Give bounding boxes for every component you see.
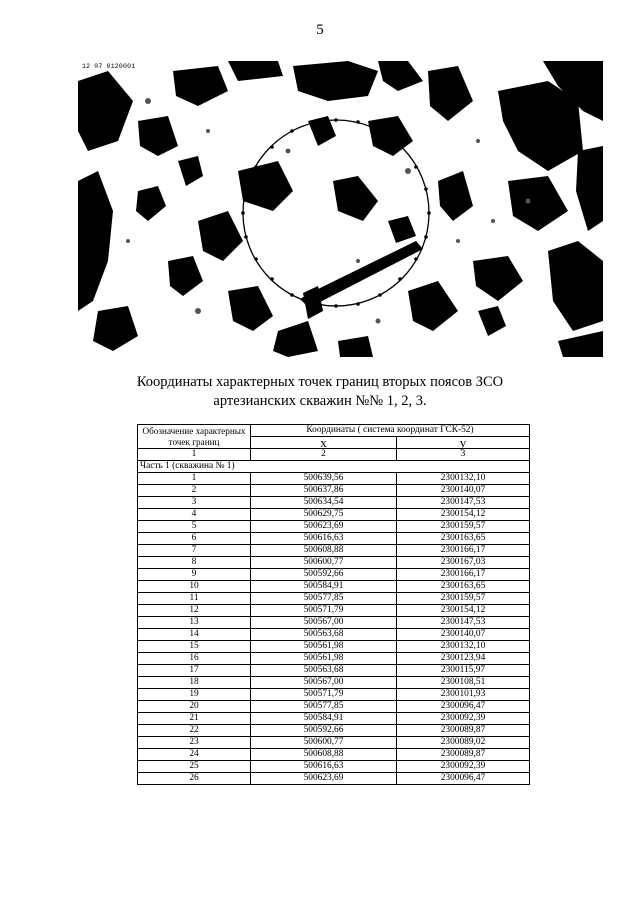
x-coordinate-cell: 500561,98 <box>251 641 397 653</box>
y-coordinate-cell: 2300140,07 <box>397 629 530 641</box>
point-number-cell: 7 <box>138 545 251 557</box>
y-coordinate-cell: 2300132,10 <box>397 473 530 485</box>
table-row <box>138 545 530 557</box>
y-coordinate-cell: 2300089,87 <box>397 725 530 737</box>
x-coordinate-cell: 500571,79 <box>251 605 397 617</box>
y-coordinate-cell: 2300108,51 <box>397 677 530 689</box>
point-number-cell: 4 <box>138 509 251 521</box>
point-number-cell: 17 <box>138 665 251 677</box>
x-coordinate-cell: 500567,00 <box>251 677 397 689</box>
point-number-cell: 10 <box>138 581 251 593</box>
x-coordinate-cell: 500616,63 <box>251 761 397 773</box>
table-row <box>138 737 530 749</box>
title-line-2: артезианских скважин №№ 1, 2, 3. <box>213 393 427 409</box>
y-coordinate-cell: 2300166,17 <box>397 569 530 581</box>
x-coordinate-cell: 500577,85 <box>251 593 397 605</box>
table-row <box>138 761 530 773</box>
point-number-cell: 12 <box>138 605 251 617</box>
x-coordinate-cell: 500608,88 <box>251 545 397 557</box>
coordinates-table <box>137 424 530 785</box>
x-coordinate-cell: 500584,91 <box>251 713 397 725</box>
table-row <box>138 629 530 641</box>
table-title <box>0 373 640 411</box>
col-num-2: 2 <box>251 449 397 461</box>
point-number-cell: 14 <box>138 629 251 641</box>
table-row <box>138 689 530 701</box>
y-coordinate-cell: 2300140,07 <box>397 485 530 497</box>
page-number: 5 <box>316 22 324 38</box>
point-number-cell: 3 <box>138 497 251 509</box>
point-number-cell: 23 <box>138 737 251 749</box>
table-row <box>138 641 530 653</box>
table-row <box>138 581 530 593</box>
point-number-cell: 22 <box>138 725 251 737</box>
y-coordinate-cell: 2300159,57 <box>397 593 530 605</box>
y-coordinate-cell: 2300163,65 <box>397 533 530 545</box>
y-coordinate-cell: 2300089,87 <box>397 749 530 761</box>
y-coordinate-cell: 2300163,65 <box>397 581 530 593</box>
table-row <box>138 473 530 485</box>
title-line-1: Координаты характерных точек границ вторых поясов ЗСО <box>136 374 504 390</box>
point-number-cell: 16 <box>138 653 251 665</box>
y-coordinate-cell: 2300132,10 <box>397 641 530 653</box>
table-row <box>138 497 530 509</box>
y-header: y <box>397 437 530 449</box>
table-row <box>138 485 530 497</box>
y-coordinate-cell: 2300092,39 <box>397 713 530 725</box>
x-coordinate-cell: 500561,98 <box>251 653 397 665</box>
table-row <box>138 773 530 785</box>
x-header: x <box>251 437 397 449</box>
table-row <box>138 701 530 713</box>
point-number-cell: 20 <box>138 701 251 713</box>
y-coordinate-cell: 2300154,12 <box>397 509 530 521</box>
x-coordinate-cell: 500616,63 <box>251 533 397 545</box>
x-coordinate-cell: 500592,66 <box>251 569 397 581</box>
x-coordinate-cell: 500637,86 <box>251 485 397 497</box>
table-row <box>138 533 530 545</box>
table-row <box>138 557 530 569</box>
y-coordinate-cell: 2300147,53 <box>397 617 530 629</box>
x-coordinate-cell: 500639,56 <box>251 473 397 485</box>
x-coordinate-cell: 500629,75 <box>251 509 397 521</box>
point-number-cell: 5 <box>138 521 251 533</box>
point-number-cell: 11 <box>138 593 251 605</box>
x-coordinate-cell: 500563,68 <box>251 629 397 641</box>
x-coordinate-cell: 500563,68 <box>251 665 397 677</box>
col-num-1: 1 <box>138 449 251 461</box>
y-coordinate-cell: 2300159,57 <box>397 521 530 533</box>
y-coordinate-cell: 2300167,03 <box>397 557 530 569</box>
x-coordinate-cell: 500592,66 <box>251 725 397 737</box>
point-number-cell: 18 <box>138 677 251 689</box>
x-coordinate-cell: 500634,54 <box>251 497 397 509</box>
y-coordinate-cell: 2300096,47 <box>397 701 530 713</box>
x-coordinate-cell: 500600,77 <box>251 557 397 569</box>
table-row <box>138 653 530 665</box>
table-row <box>138 593 530 605</box>
map-imagery <box>78 61 603 357</box>
col-num-3: 3 <box>397 449 530 461</box>
y-coordinate-cell: 2300092,39 <box>397 761 530 773</box>
table-row <box>138 605 530 617</box>
designation-header: Обозначение характерных точек границ <box>138 425 251 449</box>
satellite-map-image <box>78 61 603 357</box>
map-code-label: 12 07 0120001 <box>82 63 136 70</box>
table-row <box>138 509 530 521</box>
y-coordinate-cell: 2300096,47 <box>397 773 530 785</box>
table-row <box>138 521 530 533</box>
header-row-1 <box>138 425 530 437</box>
y-coordinate-cell: 2300115,97 <box>397 665 530 677</box>
point-number-cell: 1 <box>138 473 251 485</box>
x-coordinate-cell: 500567,00 <box>251 617 397 629</box>
x-coordinate-cell: 500584,91 <box>251 581 397 593</box>
y-coordinate-cell: 2300123,94 <box>397 653 530 665</box>
point-number-cell: 2 <box>138 485 251 497</box>
table-row <box>138 617 530 629</box>
y-coordinate-cell: 2300166,17 <box>397 545 530 557</box>
point-number-cell: 9 <box>138 569 251 581</box>
table-row <box>138 713 530 725</box>
point-number-cell: 19 <box>138 689 251 701</box>
x-coordinate-cell: 500623,69 <box>251 521 397 533</box>
y-coordinate-cell: 2300147,53 <box>397 497 530 509</box>
table-row <box>138 569 530 581</box>
y-coordinate-cell: 2300089,02 <box>397 737 530 749</box>
point-number-cell: 21 <box>138 713 251 725</box>
point-number-cell: 6 <box>138 533 251 545</box>
x-coordinate-cell: 500600,77 <box>251 737 397 749</box>
point-number-cell: 15 <box>138 641 251 653</box>
x-coordinate-cell: 500623,69 <box>251 773 397 785</box>
table-row <box>138 725 530 737</box>
y-coordinate-cell: 2300154,12 <box>397 605 530 617</box>
point-number-cell: 24 <box>138 749 251 761</box>
section-row <box>138 461 530 473</box>
coords-caption-header: Координаты ( система координат ГСК-52) <box>251 425 530 437</box>
table-row <box>138 749 530 761</box>
point-number-cell: 25 <box>138 761 251 773</box>
point-number-cell: 26 <box>138 773 251 785</box>
y-coordinate-cell: 2300101,93 <box>397 689 530 701</box>
table-row <box>138 677 530 689</box>
x-coordinate-cell: 500571,79 <box>251 689 397 701</box>
point-number-cell: 8 <box>138 557 251 569</box>
table-row <box>138 665 530 677</box>
section-label: Часть 1 (скважина № 1) <box>138 461 530 473</box>
point-number-cell: 13 <box>138 617 251 629</box>
column-number-row <box>138 449 530 461</box>
x-coordinate-cell: 500577,85 <box>251 701 397 713</box>
x-coordinate-cell: 500608,88 <box>251 749 397 761</box>
